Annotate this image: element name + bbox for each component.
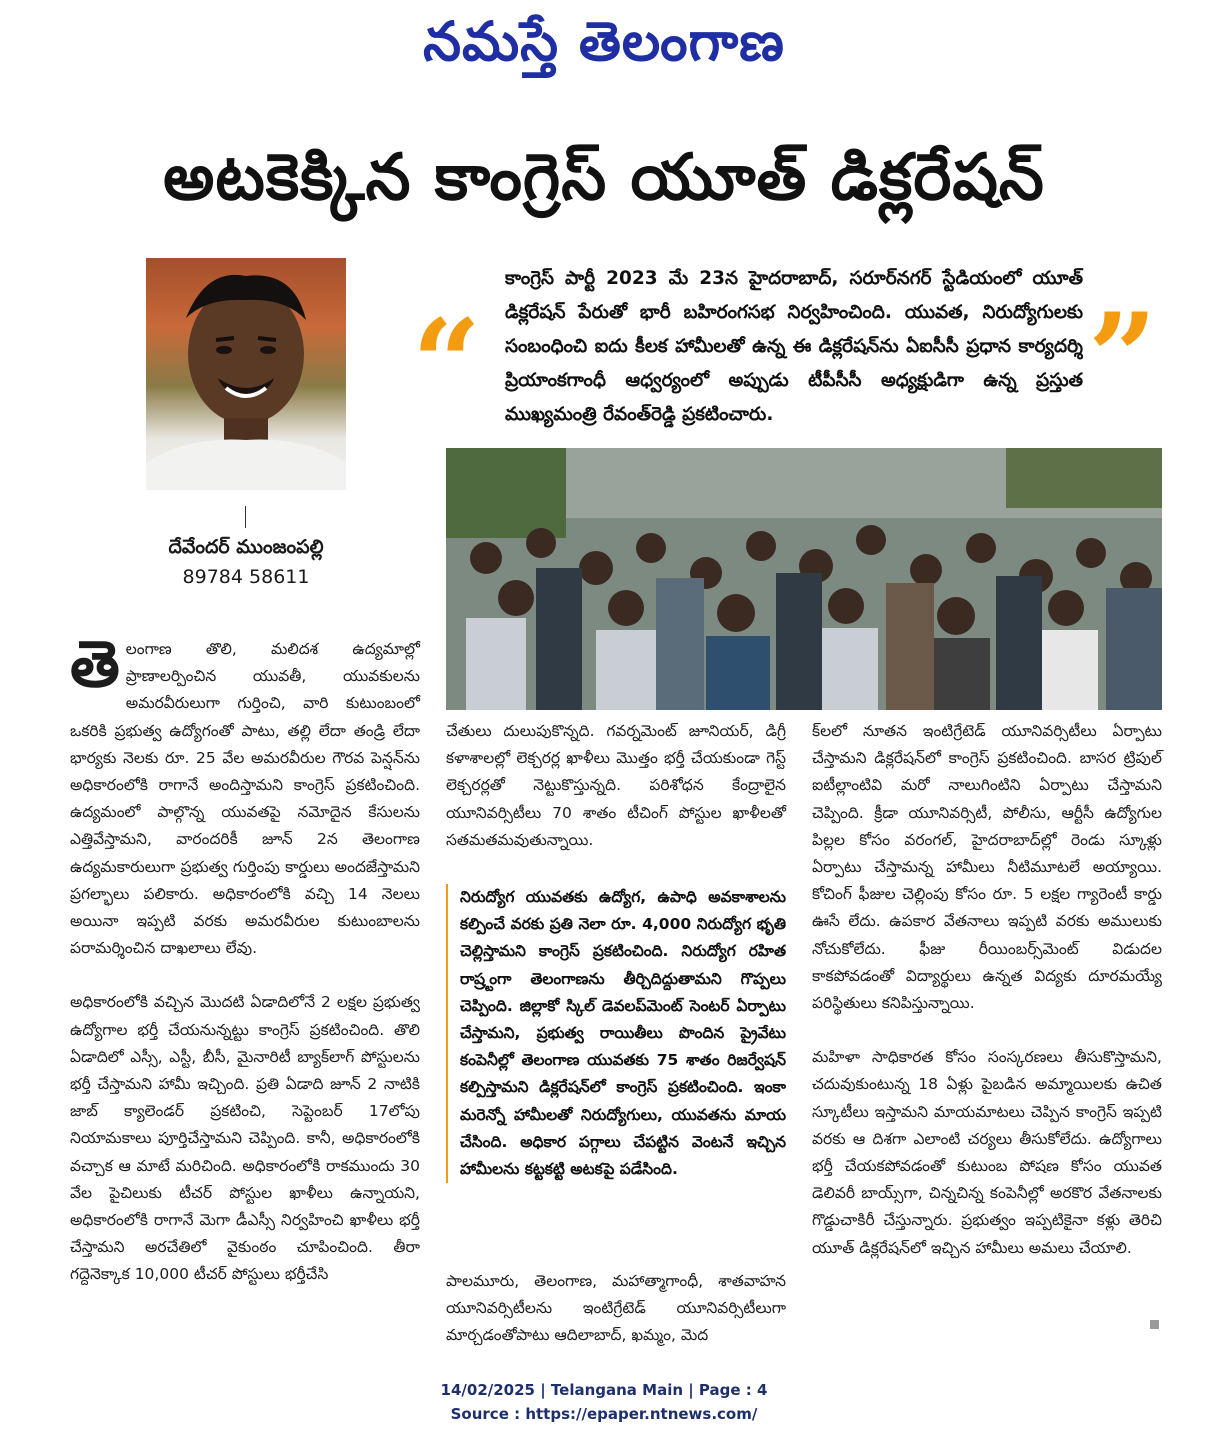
article-column-2: [446, 718, 786, 881]
author-name: దేవేందర్ ముంజంపల్లి: [168, 536, 324, 558]
quote-open-icon: “: [412, 293, 482, 434]
end-mark-icon: [1150, 1320, 1159, 1329]
author-rule: [245, 506, 246, 528]
author-photo: [146, 258, 346, 490]
page-footer: [0, 1378, 1208, 1426]
author-phone: 89784 58611: [182, 566, 310, 588]
quote-close-icon: ”: [1088, 287, 1158, 428]
article-column-2-bottom: [446, 1268, 786, 1377]
pull-quote: కాంగ్రెస్ పార్టీ 2023 మే 23న హైదరాబాద్, సరూర్‌నగర్ స్టేడియంలో యూత్ డిక్లరేషన్ పేరుతో భారీ బహిరంగసభ నిర్వహించింది. యువత, నిరుద్యోగులకు సంబంధించి ఐదు కీలక హామీలతో ఉన్న ఈ డిక్లరేషన్‌ను ఏఐసీసీ ప్రధాన కార్యదర్శి ప్రియాంకగాంధీ ఆధ్వర్యంలో అప్పుడు టీపీసీసీ అధ్యక్షుడిగా ఉన్న ప్రస్తుత ముఖ్యమంత్రి రేవంత్‌రెడ్డి ప్రకటించారు.: [505, 268, 1083, 425]
paragraph: అధికారంలోకి వచ్చిన మొదటి ఏడాదిలోనే 2 లక్షల ప్రభుత్వ ఉద్యోగాల భర్తీ చేయనున్నట్టు కాంగ్రెస్ ప్రకటించింది. తొలి ఏడాదిలో ఎస్సీ, ఎస్టీ, బీసీ, మైనారిటీ బ్యాక్‌లాగ్ పోస్టులను భర్తీ చేస్తామని హామీ ఇచ్చింది. ప్రతి ఏడాది జూన్ 2 నాటికి జాబ్ క్యాలెండర్ ప్రకటించి, సెప్టెంబర్ 17లోపు నియామకాలు పూర్తిచేస్తామని చెప్పింది. కానీ, అధికారంలోకి వచ్చాక ఆ మాటే మరిచింది. అధికారంలోకి రాకముందు 30 వేల పైచిలుకు టీచర్ పోస్టుల ఖాళీలు ఉన్నాయని, అధికారంలోకి రాగానే మెగా డీఎస్సీ నిర్వహించి ఖాళీలు భర్తీ చేస్తామని అరచేతిలో వైకుంఠం చూపించింది. తీరా గద్దెనెక్కాక 10,000 టీచర్ పోస్టులు భర్తీచేసి: [70, 993, 420, 1284]
footer-source-link[interactable]: Source : https://epaper.ntnews.com/: [450, 1405, 758, 1423]
paragraph: లంగాణ తొలి, మలిదశ ఉద్యమాల్లో ప్రాణాలర్పించిన యువతీ, యువకులను అమరవీరులుగా గుర్తించి, వారి కుటుంబంలో ఒకరికి ప్రభుత్వ ఉద్యోగంతో పాటు, తల్లి లేదా తండ్రి లేదా భార్యకు నెలకు రూ. 25 వేల అమరవీరుల గౌరవ పెన్షన్‌ను అధికారంలోకి రాగానే అందిస్తామని కాంగ్రెస్ ప్రకటించింది. ఉద్యమంలో పాల్గొన్న యువతపై నమోదైన కేసులను ఎత్తివేస్తామని, వారందరికీ జూన్ 2న తెలంగాణ ఉద్యమకారులుగా ప్రభుత్వ గుర్తింపు కార్డులు అందజేస్తామని ప్రగల్భాలు పలికారు. అధికారంలోకి వచ్చి 14 నెలలు అయినా ఇప్పటి వరకు అమరవీరుల కుటుంబాలను పరామర్శించిన దాఖలాలు లేవు.: [70, 640, 420, 958]
footer-dateline: 14/02/2025 | Telangana Main | Page : 4: [440, 1381, 768, 1399]
rally-crowd-photo: [446, 448, 1162, 710]
headline: అటకెక్కిన కాంగ్రెస్ యూత్ డిక్లరేషన్: [163, 141, 1045, 215]
drop-cap: తె: [70, 628, 120, 702]
masthead-logo: నమస్తే తెలంగాణ: [423, 9, 785, 73]
article-column-1: [70, 628, 420, 1316]
paragraph: క్‌లలో నూతన ఇంటిగ్రేటెడ్ యూనివర్సిటీలు ఏర్పాటు చేస్తామని డిక్లరేషన్‌లో కాంగ్రెస్ ప్రకటించింది. బాసర ట్రిపుల్ ఐటీల్లాంటివి మరో నాలుగింటిని ఏర్పాటు చేస్తామని చెప్పింది. క్రీడా యూనివర్సిటీ, పోలీసు, ఆర్టీసీ ఉద్యోగుల పిల్లల కోసం వరంగల్, హైదరాబాద్‌ల్లో రెండు స్కూళ్లు ఏర్పాటు చేస్తామన్న హామీలు నీటిమూటలే అయ్యాయి. కోచింగ్ ఫీజుల చెల్లింపు కోసం రూ. 5 లక్షల గ్యారెంటీ కార్డు ఊసే లేదు. ఉపకార వేతనాలు ఇప్పటి వరకు అములుకు నోచుకోలేదు. ఫీజు రీయింబర్స్‌మెంట్ విడుదల కాకపోవడంతో విద్యార్థులు ఉన్నత విద్యకు దూరమయ్యే పరిస్థితులు కనిపిస్తున్నాయి.: [812, 722, 1162, 1013]
paragraph: మహిళా సాధికారత కోసం సంస్కరణలు తీసుకొస్తామని, చదువుకుంటున్న 18 ఏళ్లు పైబడిన అమ్మాయిలకు ఉచిత స్కూటీలు ఇస్తామని మాయమాటలు చెప్పిన కాంగ్రెస్ ఇప్పటి వరకు ఆ దిశగా ఎలాంటి చర్యలు తీసుకోలేదు. ఉద్యోగాలు భర్తీ చేయకపోవడంతో కుటుంబ పోషణ కోసం యువత డెలివరీ బాయ్స్‌గా, చిన్నచిన్న కంపెనీల్లో అరకొర వేతనాలకు గొడ్డుచాకిరీ చేస్తున్నారు. ప్రభుత్వం ఇప్పటికైనా కళ్లు తెరిచి యూత్ డిక్లరేషన్‌లో ఇచ్చిన హామీలు అమలు చేయాలి.: [812, 1048, 1162, 1257]
highlight-box: నిరుద్యోగ యువతకు ఉద్యోగ, ఉపాధి అవకాశాలను కల్పించే వరకు ప్రతి నెలా రూ. 4,000 నిరుద్యోగ భృతి చెల్లిస్తామని కాంగ్రెస్ ప్రకటించింది. నిరుద్యోగ రహిత రాష్ర్టంగా తెలంగాణను తీర్చిదిద్దుతామని గొప్పలు చెప్పింది. జిల్లాకో స్కిల్ డెవలప్‌మెంట్ సెంటర్ ఏర్పాటు చేస్తామని, ప్రభుత్వ రాయితీలు పొందిన ప్రైవేటు కంపెనీల్లో తెలంగాణ యువతకు 75 శాతం రిజర్వేషన్ కల్పిస్తామని డిక్లరేషన్‌లో కాంగ్రెస్ ప్రకటించింది. ఇంకా మరెన్నో హామీలతో నిరుద్యోగులు, యువతను మాయ చేసింది. అధికార పగ్గాలు చేపట్టిన వెంటనే ఇచ్చిన హామీలను కట్టకట్టి అటకపై పడేసింది.: [446, 884, 786, 1183]
paragraph: పాలమూరు, తెలంగాణ, మహాత్మాగాంధీ, శాతవాహన యూనివర్సిటీలను ఇంటిగ్రేటెడ్ యూనివర్సిటీలుగా మార్చడంతోపాటు ఆదిలాబాద్, ఖమ్మం, మెద: [446, 1272, 786, 1345]
paragraph: చేతులు దులుపుకొన్నది. గవర్నమెంట్ జూనియర్, డిగ్రీ కళాశాలల్లో లెక్చరర్ల ఖాళీలు మొత్తం భర్తీ చేయకుండా గెస్ట్ లెక్చరర్లతో నెట్టుకొస్తున్నది. పరిశోధన కేంద్రాలైన యూనివర్సిటీలు 70 శాతం టీచింగ్ పోస్టుల ఖాళీలతో సతమతమవుతున్నాయి.: [446, 722, 786, 849]
article-column-3: [812, 718, 1162, 1289]
